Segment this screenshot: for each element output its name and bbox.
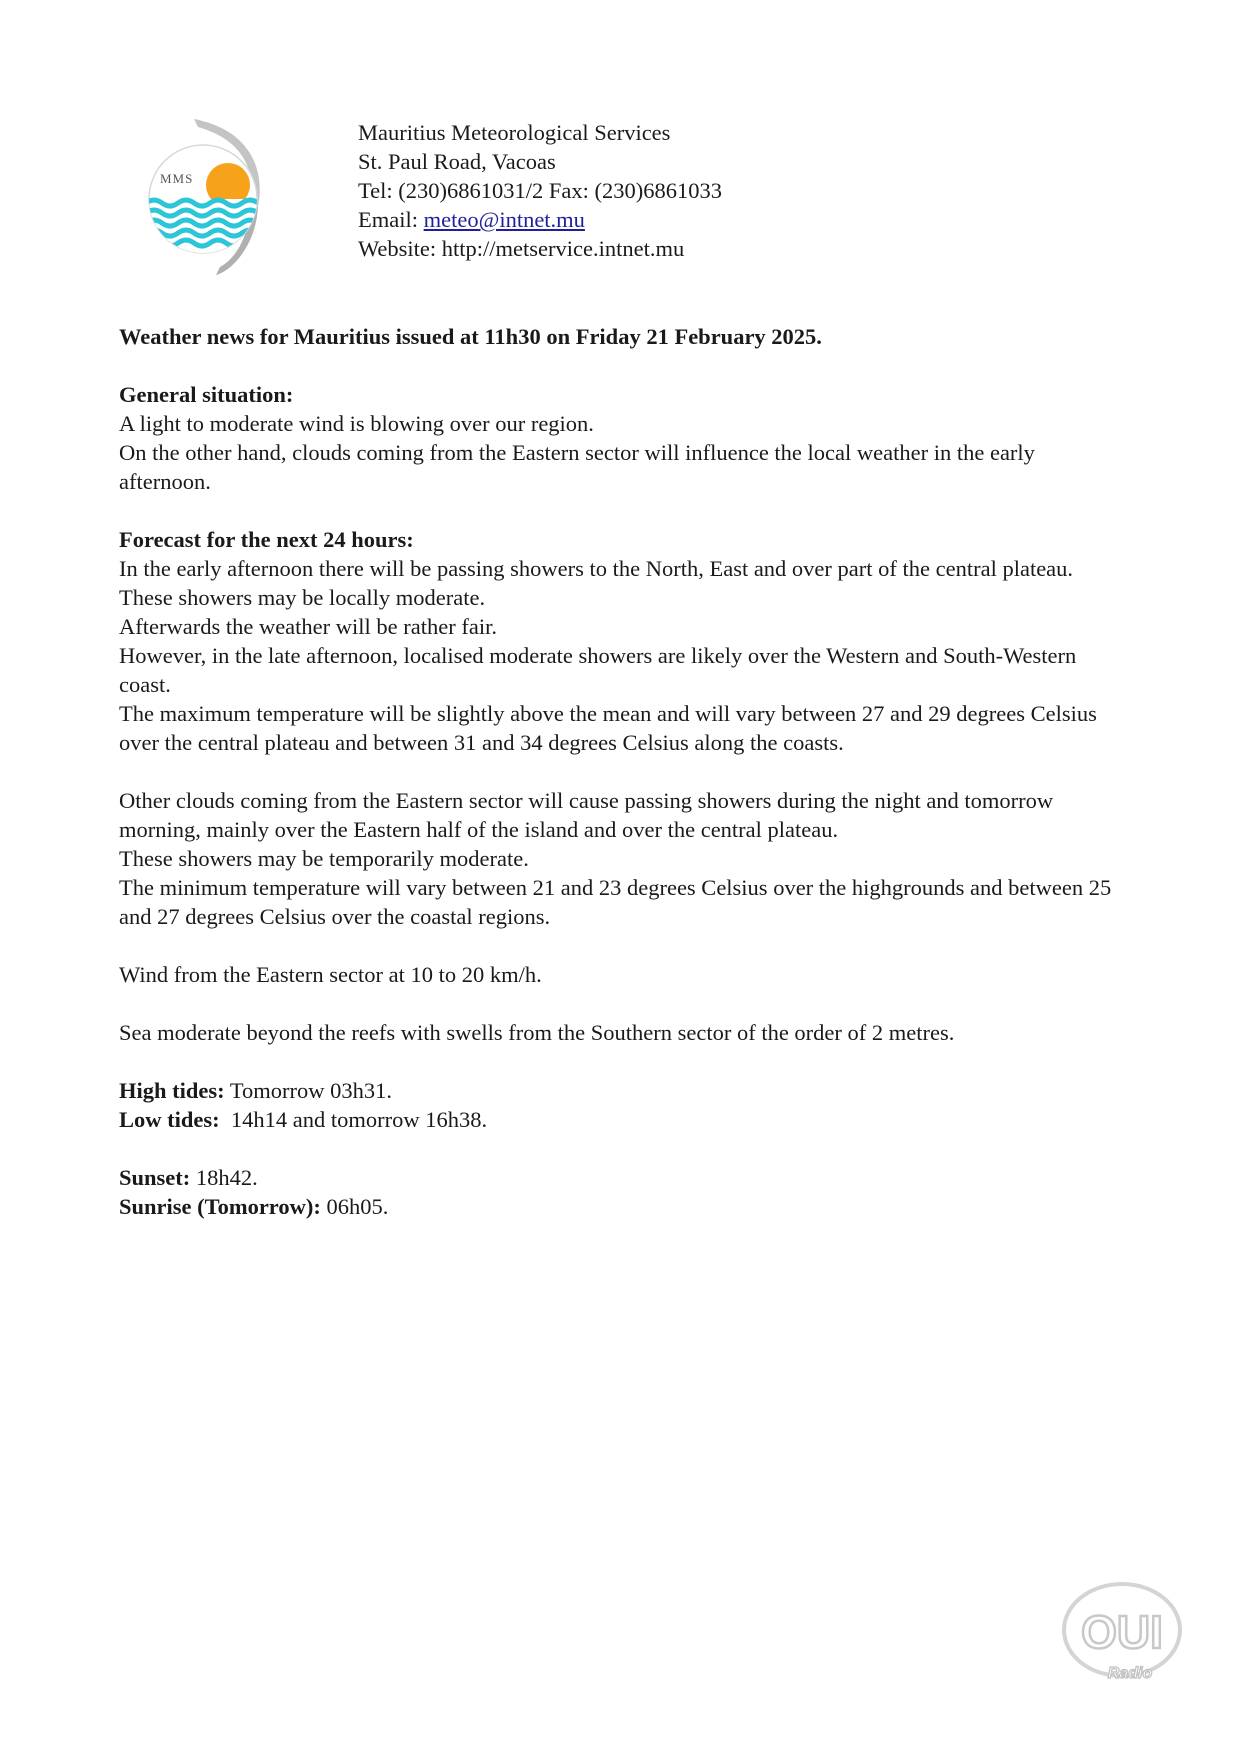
sunrise-label: Sunrise (Tomorrow): <box>119 1194 321 1219</box>
high-tides-line <box>119 1076 1129 1105</box>
org-email-line <box>358 205 722 234</box>
org-phone: Tel: (230)6861031/2 Fax: (230)6861033 <box>358 178 723 203</box>
mms-logo <box>146 115 274 280</box>
bulletin-title: Weather news for Mauritius issued at 11h30 on Friday 21 February 2025. <box>119 324 822 349</box>
sunset-value: 18h42. <box>190 1165 258 1190</box>
bulletin <box>119 322 1129 1221</box>
forecast-line: In the early afternoon there will be passing showers to the North, East and over part of the central plateau. These showers may be locally moderate. <box>119 556 1074 610</box>
forecast-line: Afterwards the weather will be rather fair. <box>119 614 497 639</box>
sunset-label: Sunset: <box>119 1165 191 1190</box>
night-line: The minimum temperature will vary between 21 and 23 degrees Celsius over the highgrounds and between 25 and 27 degrees Celsius over the coastal regions. <box>119 875 1112 929</box>
wind-line: Wind from the Eastern sector at 10 to 20 km/h. <box>119 962 542 987</box>
logo-text: MMS <box>160 171 194 186</box>
general-line: A light to moderate wind is blowing over our region. <box>119 411 594 436</box>
forecast-heading: Forecast for the next 24 hours: <box>119 527 414 552</box>
general-heading: General situation: <box>119 382 294 407</box>
night-line: These showers may be temporarily moderate. <box>119 846 529 871</box>
low-tides-line <box>119 1105 1129 1134</box>
low-tides-label: Low tides: <box>119 1107 220 1132</box>
sunrise-value: 06h05. <box>320 1194 389 1219</box>
watermark-subtext: Radio <box>1107 1665 1153 1682</box>
night-line: Other clouds coming from the Eastern sector will cause passing showers during the night and tomorrow morning, mainly over the Eastern half of the island and over the central plateau. <box>119 788 1054 842</box>
high-tides-label: High tides: <box>119 1078 225 1103</box>
sunrise-line <box>119 1192 1129 1221</box>
watermark-text: OUI <box>1081 1606 1163 1658</box>
email-label: Email: <box>358 207 424 232</box>
forecast-line: However, in the late afternoon, localised moderate showers are likely over the Western and South-Western coast. <box>119 643 1077 697</box>
sunset-line <box>119 1163 1129 1192</box>
org-name: Mauritius Meteorological Services <box>358 120 671 145</box>
high-tides-value: Tomorrow 03h31. <box>224 1078 393 1103</box>
oui-radio-watermark <box>1058 1578 1186 1690</box>
sea-line: Sea moderate beyond the reefs with swells from the Southern sector of the order of 2 metres. <box>119 1020 955 1045</box>
org-address: St. Paul Road, Vacoas <box>358 149 556 174</box>
forecast-line: The maximum temperature will be slightly above the mean and will vary between 27 and 29 degrees Celsius over the central plateau and between 31 and 34 degrees Celsius along the coasts. <box>119 701 1097 755</box>
low-tides-value: 14h14 and tomorrow 16h38. <box>219 1107 488 1132</box>
letterhead <box>358 118 722 263</box>
general-line: On the other hand, clouds coming from the Eastern sector will influence the local weather in the early afternoon. <box>119 440 1035 494</box>
email-link[interactable]: meteo@intnet.mu <box>423 207 585 232</box>
org-website: Website: http://metservice.intnet.mu <box>358 236 685 261</box>
